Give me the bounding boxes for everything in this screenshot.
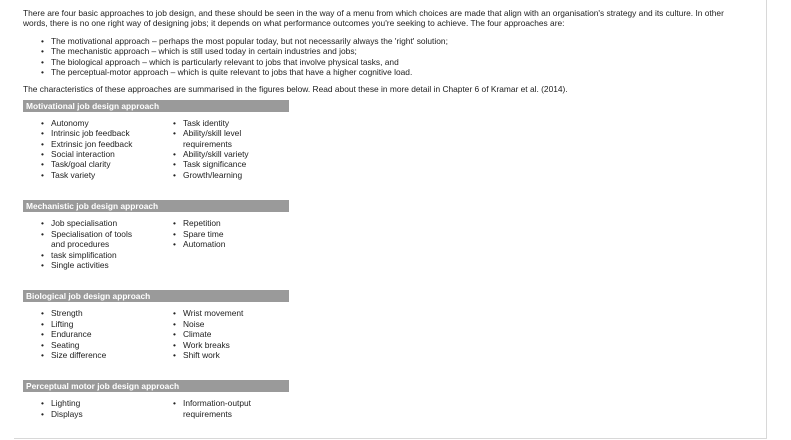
list-item: • Seating	[41, 340, 173, 350]
section-columns	[23, 118, 761, 180]
list-item: • Noise	[173, 319, 305, 329]
list-item: • Intrinsic job feedback	[41, 128, 173, 138]
approaches-list	[41, 36, 761, 78]
list-item: • The motivational approach – perhaps the most popular today, but not necessarily always the 'right' solution;	[41, 36, 761, 46]
list-item: • Task/goal clarity	[41, 159, 173, 169]
list-item: • Lighting	[41, 398, 173, 408]
right-column	[173, 398, 305, 419]
list-item: • Automation	[173, 239, 305, 249]
list-item: • Ability/skill variety	[173, 149, 305, 159]
section-header: Mechanistic job design approach	[23, 200, 289, 212]
list-item: • Task identity	[173, 118, 305, 128]
list-item: • Shift work	[173, 350, 305, 360]
list-item: • Spare time	[173, 229, 305, 239]
summary-paragraph: The characteristics of these approaches are summarised in the figures below. Read about these in more detail in Chapter 6 of Kramar et al. (2014).	[23, 84, 568, 95]
right-column	[173, 308, 305, 360]
list-item: • Task significance	[173, 159, 305, 169]
list-item: • Endurance	[41, 329, 173, 339]
list-item: • Single activities	[41, 260, 173, 270]
left-column	[41, 118, 173, 180]
document-frame	[14, 0, 767, 439]
intro-paragraph: There are four basic approaches to job design, and these should be seen in the way of a menu from which choices are made that align with an organisation's strategy and its culture. In other words, there is no one right way of designing jobs; it depends on what performance outcomes you're seeking to achieve. The four approaches are:	[23, 8, 724, 29]
list-item: • Wrist movement	[173, 308, 305, 318]
list-item: • Repetition	[173, 218, 305, 228]
list-item: • Ability/skill level requirements	[173, 128, 273, 149]
document-content	[23, 8, 761, 419]
left-column	[41, 398, 173, 419]
section-columns	[23, 308, 761, 360]
section-header: Perceptual motor job design approach	[23, 380, 289, 392]
left-column	[41, 308, 173, 360]
list-item: • Size difference	[41, 350, 173, 360]
list-item: • task simplification	[41, 250, 173, 260]
list-item: • Job specialisation	[41, 218, 173, 228]
biological-section	[23, 290, 761, 360]
list-item: • Specialisation of tools and procedures	[41, 229, 141, 250]
list-item: • Displays	[41, 409, 173, 419]
list-item: • Strength	[41, 308, 173, 318]
left-column	[41, 218, 173, 270]
list-item: • Growth/learning	[173, 170, 305, 180]
right-column	[173, 118, 305, 180]
section-header: Motivational job design approach	[23, 100, 289, 112]
list-item: • The biological approach – which is particularly relevant to jobs that involve physical tasks, and	[41, 57, 761, 67]
list-item: • Task variety	[41, 170, 173, 180]
list-item: • Lifting	[41, 319, 173, 329]
list-item: • Climate	[173, 329, 305, 339]
motivational-section	[23, 100, 761, 180]
list-item: • Work breaks	[173, 340, 305, 350]
list-item: • The mechanistic approach – which is still used today in certain industries and jobs;	[41, 46, 761, 56]
right-column	[173, 218, 305, 270]
mechanistic-section	[23, 200, 761, 270]
section-columns	[23, 218, 761, 270]
list-item: • Social interaction	[41, 149, 173, 159]
list-item: • The perceptual-motor approach – which is quite relevant to jobs that have a higher cognitive load.	[41, 67, 761, 77]
list-item: • Extrinsic jon feedback	[41, 139, 173, 149]
list-item: • Information-output requirements	[173, 398, 273, 419]
section-header: Biological job design approach	[23, 290, 289, 302]
perceptual-motor-section	[23, 380, 761, 419]
section-columns	[23, 398, 761, 419]
list-item: • Autonomy	[41, 118, 173, 128]
